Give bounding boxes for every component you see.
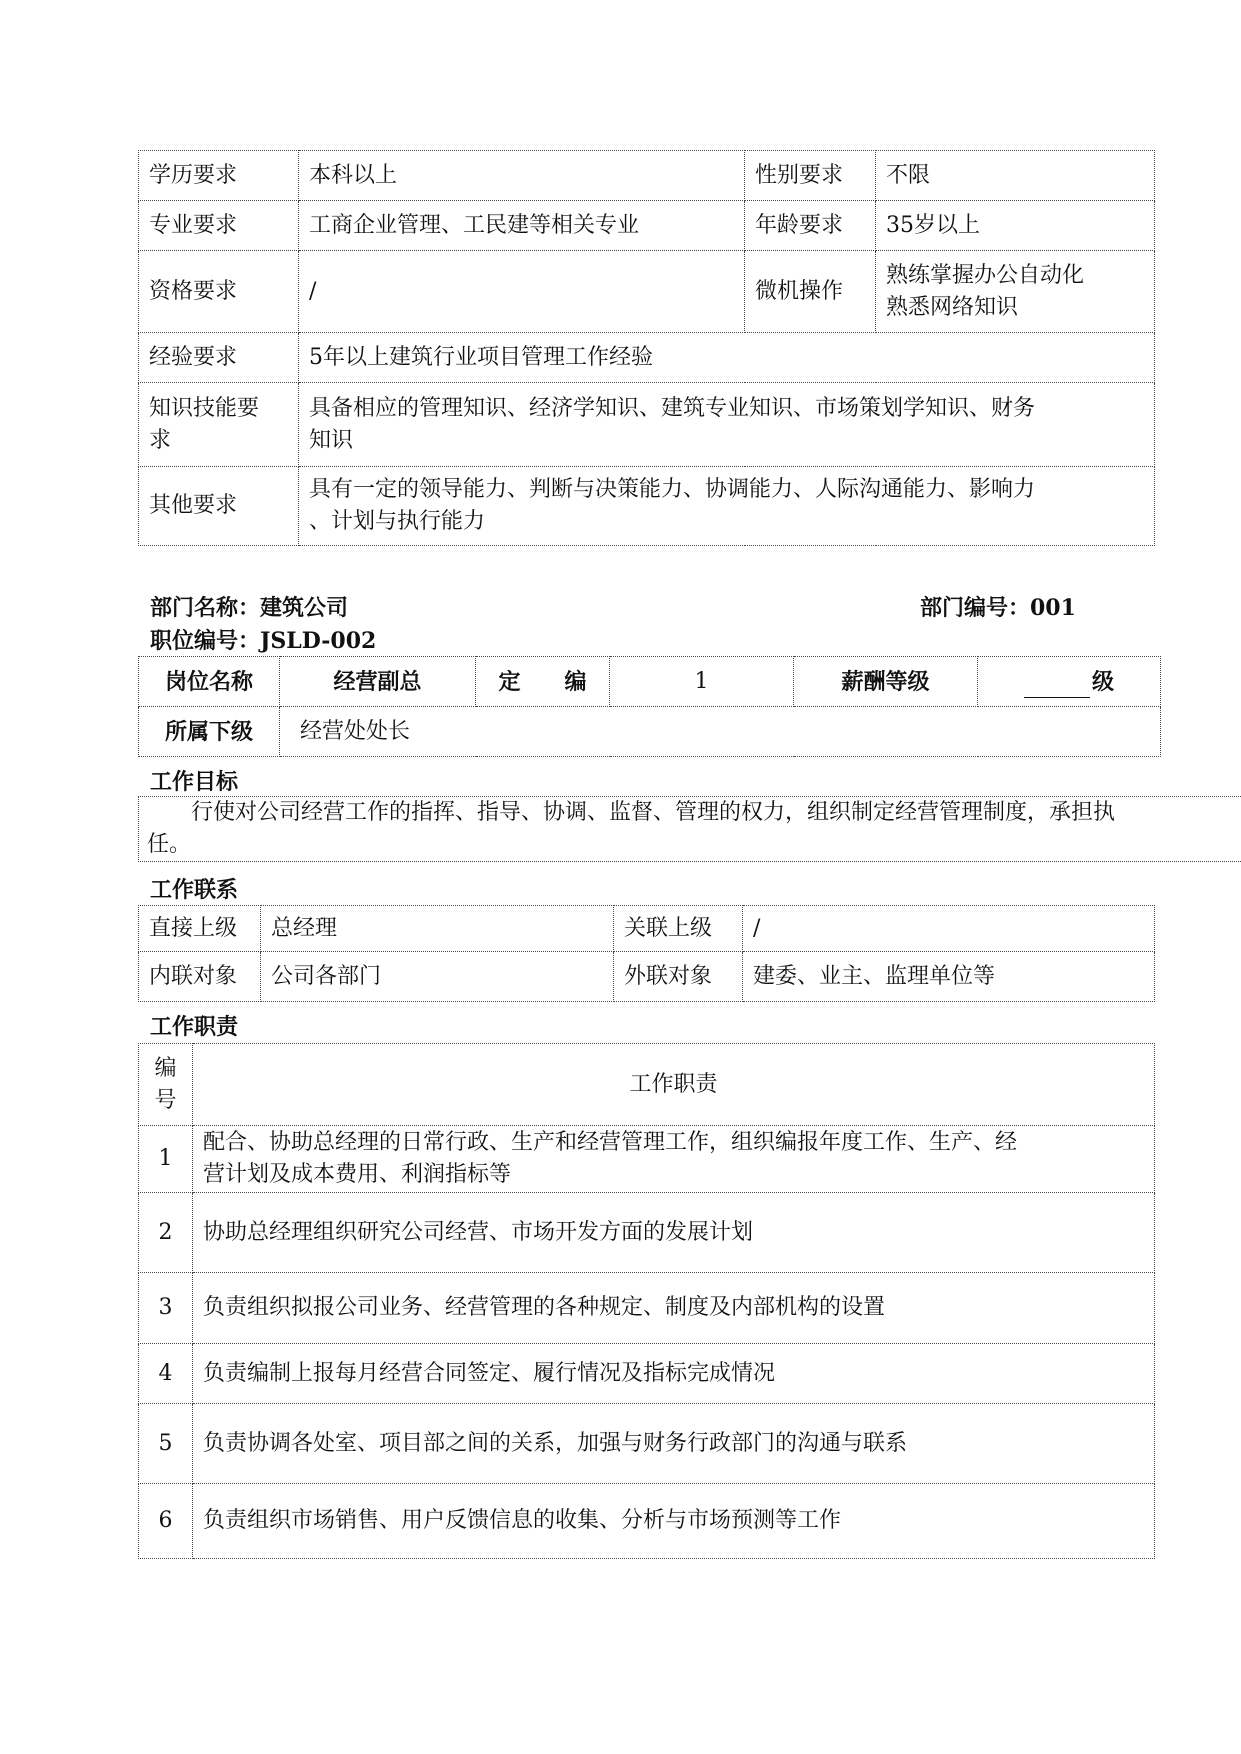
work-goal-box (138, 796, 1241, 862)
gender-value: 不限 (876, 151, 1155, 201)
age-value: 35岁以上 (876, 201, 1155, 251)
duty-text: 负责编制上报每月经营合同签定、履行情况及指标完成情况 (193, 1344, 1155, 1404)
knowledge-value (299, 383, 1155, 467)
table-row (139, 1126, 1155, 1193)
qualification-label: 资格要求 (139, 251, 299, 333)
internal-contacts-label: 内联对象 (139, 952, 261, 1002)
major-value: 工商企业管理、工民建等相关专业 (299, 201, 745, 251)
quota-label: 定 编 (476, 657, 610, 707)
computer-value (876, 251, 1155, 333)
table-row (139, 1484, 1155, 1559)
work-goal-line2: 任。 (147, 832, 192, 857)
computer-value-line1: 熟练掌握办公自动化 (886, 262, 1085, 288)
duty-number: 6 (139, 1484, 193, 1559)
duty-number: 2 (139, 1193, 193, 1273)
knowledge-label (139, 383, 299, 467)
work-relations-heading: 工作联系 (150, 877, 239, 903)
table-row (139, 383, 1155, 467)
table-row (139, 201, 1155, 251)
table-row (139, 1404, 1155, 1484)
duty-title-header: 工作职责 (193, 1044, 1155, 1126)
duty-number-header-line2: 号 (154, 1087, 177, 1113)
duty-text-line2: 营计划及成本费用、利润指标等 (203, 1162, 512, 1187)
relations-table (138, 905, 1155, 1002)
duty-number: 5 (139, 1404, 193, 1484)
work-goal-heading: 工作目标 (150, 769, 239, 795)
other-value-line1: 具有一定的领导能力、判断与决策能力、协调能力、人际沟通能力、影响力 (309, 477, 1036, 502)
direct-superior-value: 总经理 (261, 906, 614, 952)
knowledge-value-line2: 知识 (309, 427, 354, 453)
knowledge-label-line2: 求 (149, 427, 172, 453)
computer-label: 微机操作 (745, 251, 876, 333)
table-row (139, 1273, 1155, 1344)
table-row (139, 1044, 1155, 1126)
table-row (139, 333, 1155, 383)
other-label: 其他要求 (139, 467, 299, 546)
internal-contacts-value: 公司各部门 (261, 952, 614, 1002)
subordinate-value: 经营处处长 (280, 707, 1161, 757)
work-goal-line1: 行使对公司经营工作的指挥、指导、协调、监督、管理的权力，组织制定经营管理制度，承担执 (147, 800, 1116, 825)
salary-grade-value (978, 657, 1161, 707)
table-row (139, 952, 1155, 1002)
duty-text: 协助总经理组织研究公司经营、市场开发方面的发展计划 (193, 1193, 1155, 1273)
position-title-label: 岗位名称 (139, 657, 280, 707)
duty-number: 1 (139, 1126, 193, 1193)
table-row (139, 707, 1161, 757)
duty-number-header (139, 1044, 193, 1126)
gender-label: 性别要求 (745, 151, 876, 201)
experience-value: 5年以上建筑行业项目管理工作经验 (299, 333, 1155, 383)
table-row (139, 467, 1155, 546)
experience-label: 经验要求 (139, 333, 299, 383)
salary-grade-label: 薪酬等级 (794, 657, 978, 707)
position-table (138, 656, 1161, 757)
duty-text: 负责组织市场销售、用户反馈信息的收集、分析与市场预测等工作 (193, 1484, 1155, 1559)
quota-value: 1 (610, 657, 794, 707)
duty-text: 负责协调各处室、项目部之间的关系，加强与财务行政部门的沟通与联系 (193, 1404, 1155, 1484)
other-value (299, 467, 1155, 546)
department-number: 部门编号：001 (920, 595, 1076, 621)
position-title-value: 经营副总 (280, 657, 476, 707)
duty-text: 负责组织拟报公司业务、经营管理的各种规定、制度及内部机构的设置 (193, 1273, 1155, 1344)
duty-text (193, 1126, 1155, 1193)
knowledge-value-line1: 具备相应的管理知识、经济学知识、建筑专业知识、市场策划学知识、财务 (309, 395, 1036, 421)
external-contacts-label: 外联对象 (614, 952, 743, 1002)
related-superior-value: / (743, 906, 1155, 952)
qualification-value: / (299, 251, 745, 333)
related-superior-label: 关联上级 (614, 906, 743, 952)
duty-number: 4 (139, 1344, 193, 1404)
duties-heading: 工作职责 (150, 1014, 239, 1040)
direct-superior-label: 直接上级 (139, 906, 261, 952)
duty-number-header-line1: 编 (154, 1055, 177, 1081)
salary-grade-suffix: 级 (1091, 668, 1114, 695)
education-label: 学历要求 (139, 151, 299, 201)
major-label: 专业要求 (139, 201, 299, 251)
knowledge-label-line1: 知识技能要 (149, 395, 260, 421)
department-name: 部门名称：建筑公司 (150, 595, 349, 621)
computer-value-line2: 熟悉网络知识 (886, 294, 1019, 320)
age-label: 年龄要求 (745, 201, 876, 251)
duty-text-line1: 配合、协助总经理的日常行政、生产和经营管理工作，组织编报年度工作、生产、经 (203, 1130, 1018, 1155)
table-row (139, 151, 1155, 201)
requirements-table (138, 150, 1155, 546)
table-row (139, 657, 1161, 707)
salary-grade-blank (1024, 675, 1090, 698)
table-row (139, 1344, 1155, 1404)
table-row (139, 906, 1155, 952)
external-contacts-value: 建委、业主、监理单位等 (743, 952, 1155, 1002)
table-row (139, 251, 1155, 333)
table-row (139, 1193, 1155, 1273)
duties-table (138, 1043, 1155, 1559)
position-number: 职位编号：JSLD-002 (150, 628, 377, 654)
education-value: 本科以上 (299, 151, 745, 201)
other-value-line2: 、计划与执行能力 (309, 509, 486, 534)
subordinate-label: 所属下级 (139, 707, 280, 757)
duty-number: 3 (139, 1273, 193, 1344)
